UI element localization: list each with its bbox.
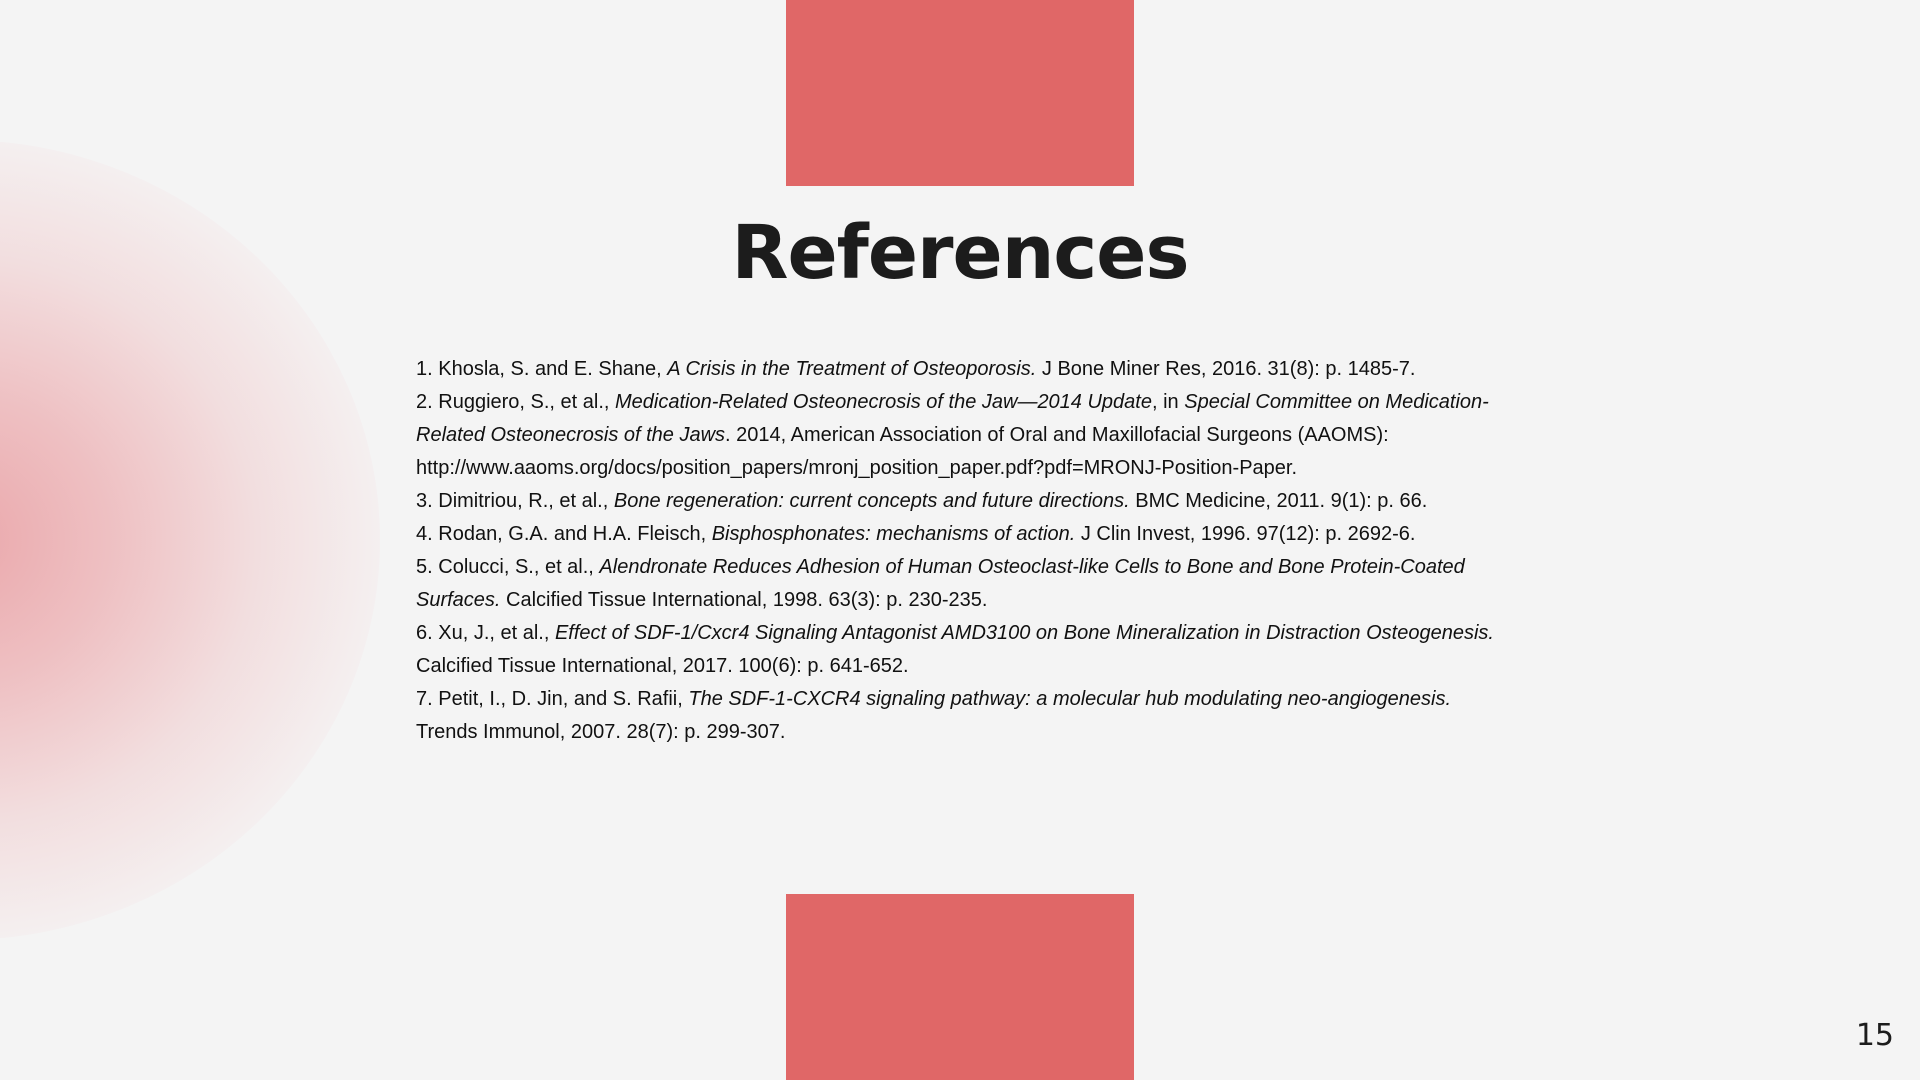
reference-item bbox=[416, 485, 1496, 518]
bottom-accent-block bbox=[786, 894, 1134, 1080]
reference-title: Bone regeneration: current concepts and future directions. bbox=[613, 490, 1130, 512]
reference-authors: Xu, J., et al., bbox=[438, 622, 555, 644]
reference-source: J Clin Invest, 1996. 97(12): p. 2692-6. bbox=[1075, 523, 1416, 545]
reference-number: 6. bbox=[416, 622, 439, 644]
reference-item bbox=[416, 683, 1496, 749]
reference-item bbox=[416, 386, 1496, 485]
reference-source: Trends Immunol, 2007. 28(7): p. 299-307. bbox=[416, 721, 786, 743]
reference-number: 7. bbox=[416, 688, 439, 710]
reference-source: BMC Medicine, 2011. 9(1): p. 66. bbox=[1129, 490, 1428, 512]
slide-title: References bbox=[731, 210, 1189, 296]
reference-list bbox=[416, 353, 1496, 749]
reference-source: . 2014, American Association of Oral and Maxillofacial Surgeons (AAOMS): http://www.aaoms.org/docs/position_papers/mronj_position_paper.pdf?pdf=MRONJ-Position-Paper. bbox=[416, 424, 1389, 479]
reference-item bbox=[416, 353, 1496, 386]
reference-title: A Crisis in the Treatment of Osteoporosis. bbox=[667, 358, 1037, 380]
reference-authors: Khosla, S. and E. Shane, bbox=[438, 358, 668, 380]
reference-title: Medication-Related Osteonecrosis of the Jaw—2014 Update bbox=[615, 391, 1152, 413]
reference-authors: Ruggiero, S., et al., bbox=[438, 391, 616, 413]
reference-authors: Petit, I., D. Jin, and S. Rafii, bbox=[438, 688, 689, 710]
reference-item bbox=[416, 551, 1496, 617]
reference-number: 1. bbox=[416, 358, 439, 380]
reference-source: Calcified Tissue International, 1998. 63(3): p. 230-235. bbox=[500, 589, 988, 611]
reference-number: 5. bbox=[416, 556, 439, 578]
reference-title: Alendronate Reduces Adhesion of Human Osteoclast-like Cells to Bone and Bone Protein-Coated Surfaces. bbox=[416, 556, 1465, 611]
reference-title: Effect of SDF-1/Cxcr4 Signaling Antagonist AMD3100 on Bone Mineralization in Distraction Osteogenesis. bbox=[554, 622, 1494, 644]
reference-number: 3. bbox=[416, 490, 439, 512]
reference-title: Bisphosphonates: mechanisms of action. bbox=[711, 523, 1076, 545]
reference-title: The SDF-1-CXCR4 signaling pathway: a molecular hub modulating neo-angiogenesis. bbox=[688, 688, 1451, 710]
reference-connector: , in bbox=[1151, 391, 1185, 413]
reference-authors: Rodan, G.A. and H.A. Fleisch, bbox=[438, 523, 712, 545]
reference-source: Calcified Tissue International, 2017. 100(6): p. 641-652. bbox=[416, 655, 909, 677]
reference-number: 4. bbox=[416, 523, 439, 545]
reference-authors: Colucci, S., et al., bbox=[438, 556, 600, 578]
reference-source: J Bone Miner Res, 2016. 31(8): p. 1485-7. bbox=[1036, 358, 1416, 380]
reference-item bbox=[416, 617, 1496, 683]
page-number: 15 bbox=[1855, 1018, 1894, 1053]
top-accent-block bbox=[786, 0, 1134, 186]
reference-item bbox=[416, 518, 1496, 551]
reference-number: 2. bbox=[416, 391, 439, 413]
reference-book-title: Special Committee on Medication-Related Osteonecrosis of the Jaws bbox=[416, 391, 1489, 446]
reference-authors: Dimitriou, R., et al., bbox=[438, 490, 614, 512]
